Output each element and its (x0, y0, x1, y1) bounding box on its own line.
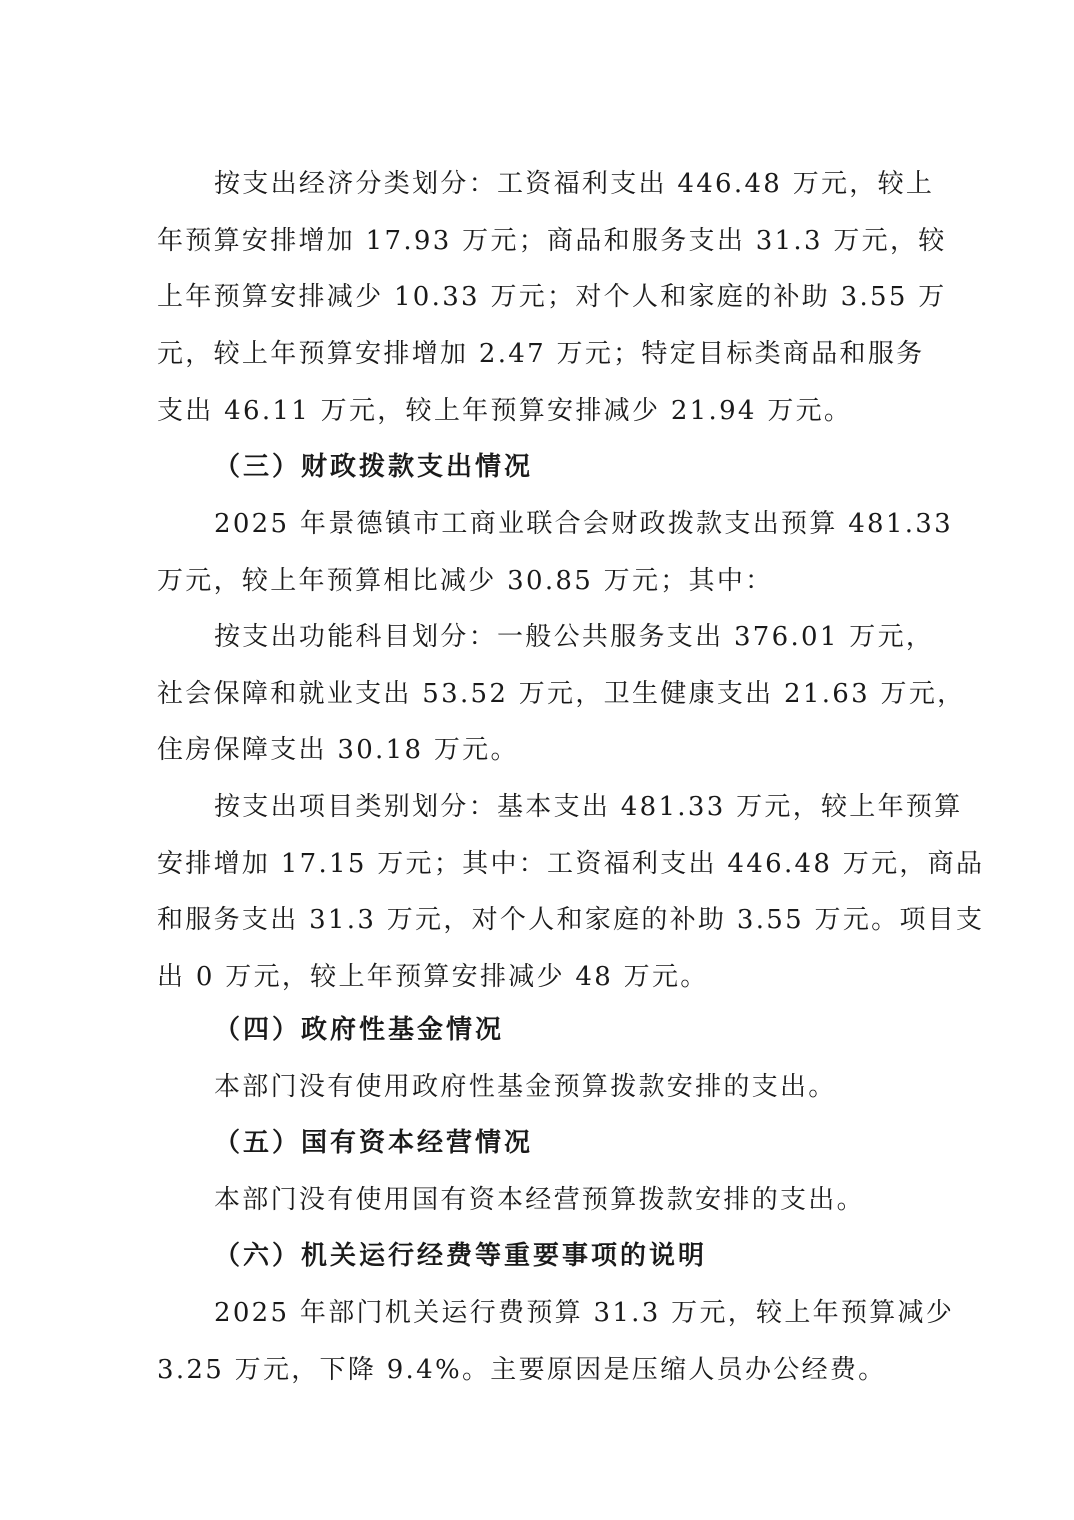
text-line: 和服务支出 31.3 万元，对个人和家庭的补助 3.55 万元。项目支 (157, 905, 985, 936)
text-line: 安排增加 17.15 万元；其中：工资福利支出 446.48 万元，商品 (157, 848, 985, 879)
paragraph-operating-expenses (157, 1285, 955, 1398)
paragraph-fiscal-summary (157, 496, 953, 609)
paragraph-function-classification (157, 609, 966, 779)
section-3-heading: （三）财政拨款支出情况 (214, 452, 534, 482)
text-line: 支出 46.11 万元，较上年预算安排减少 21.94 万元。 (157, 395, 853, 426)
text-line: 年预算安排增加 17.93 万元；商品和服务支出 31.3 万元，较 (157, 225, 947, 256)
text-line: 上年预算安排减少 10.33 万元；对个人和家庭的补助 3.55 万 (157, 282, 947, 313)
text-line: 社会保障和就业支出 53.52 万元，卫生健康支出 21.63 万元， (157, 678, 966, 709)
section-5-heading: （五）国有资本经营情况 (214, 1128, 534, 1158)
text-line: 2025 年部门机关运行费预算 31.3 万元，较上年预算减少 (214, 1298, 955, 1328)
paragraph-government-fund (157, 1059, 937, 1116)
text-line: 3.25 万元，下降 9.4%。主要原因是压缩人员办公经费。 (157, 1354, 887, 1385)
text-line: 按支出经济分类划分：工资福利支出 446.48 万元，较上 (214, 169, 935, 199)
paragraph-state-capital (157, 1172, 937, 1229)
text-line: 按支出功能科目划分：一般公共服务支出 376.01 万元， (214, 622, 935, 652)
section-4-heading: （四）政府性基金情况 (214, 1015, 505, 1045)
text-line: 2025 年景德镇市工商业联合会财政拨款支出预算 481.33 (214, 509, 953, 539)
paragraph-economic-classification (157, 156, 947, 439)
text-line: 万元，较上年预算相比减少 30.85 万元；其中： (157, 565, 774, 596)
text-line: 元，较上年预算安排增加 2.47 万元；特定目标类商品和服务 (157, 339, 925, 370)
section-6-heading: （六）机关运行经费等重要事项的说明 (214, 1241, 708, 1271)
text-line: 出 0 万元，较上年预算安排减少 48 万元。 (157, 962, 709, 993)
text-line: 本部门没有使用国有资本经营预算拨款安排的支出。 (214, 1185, 865, 1215)
text-line: 住房保障支出 30.18 万元。 (157, 735, 519, 766)
text-line: 按支出项目类别划分：基本支出 481.33 万元，较上年预算 (214, 792, 963, 822)
paragraph-project-classification (157, 779, 985, 1006)
text-line: 本部门没有使用政府性基金预算拨款安排的支出。 (214, 1072, 837, 1102)
